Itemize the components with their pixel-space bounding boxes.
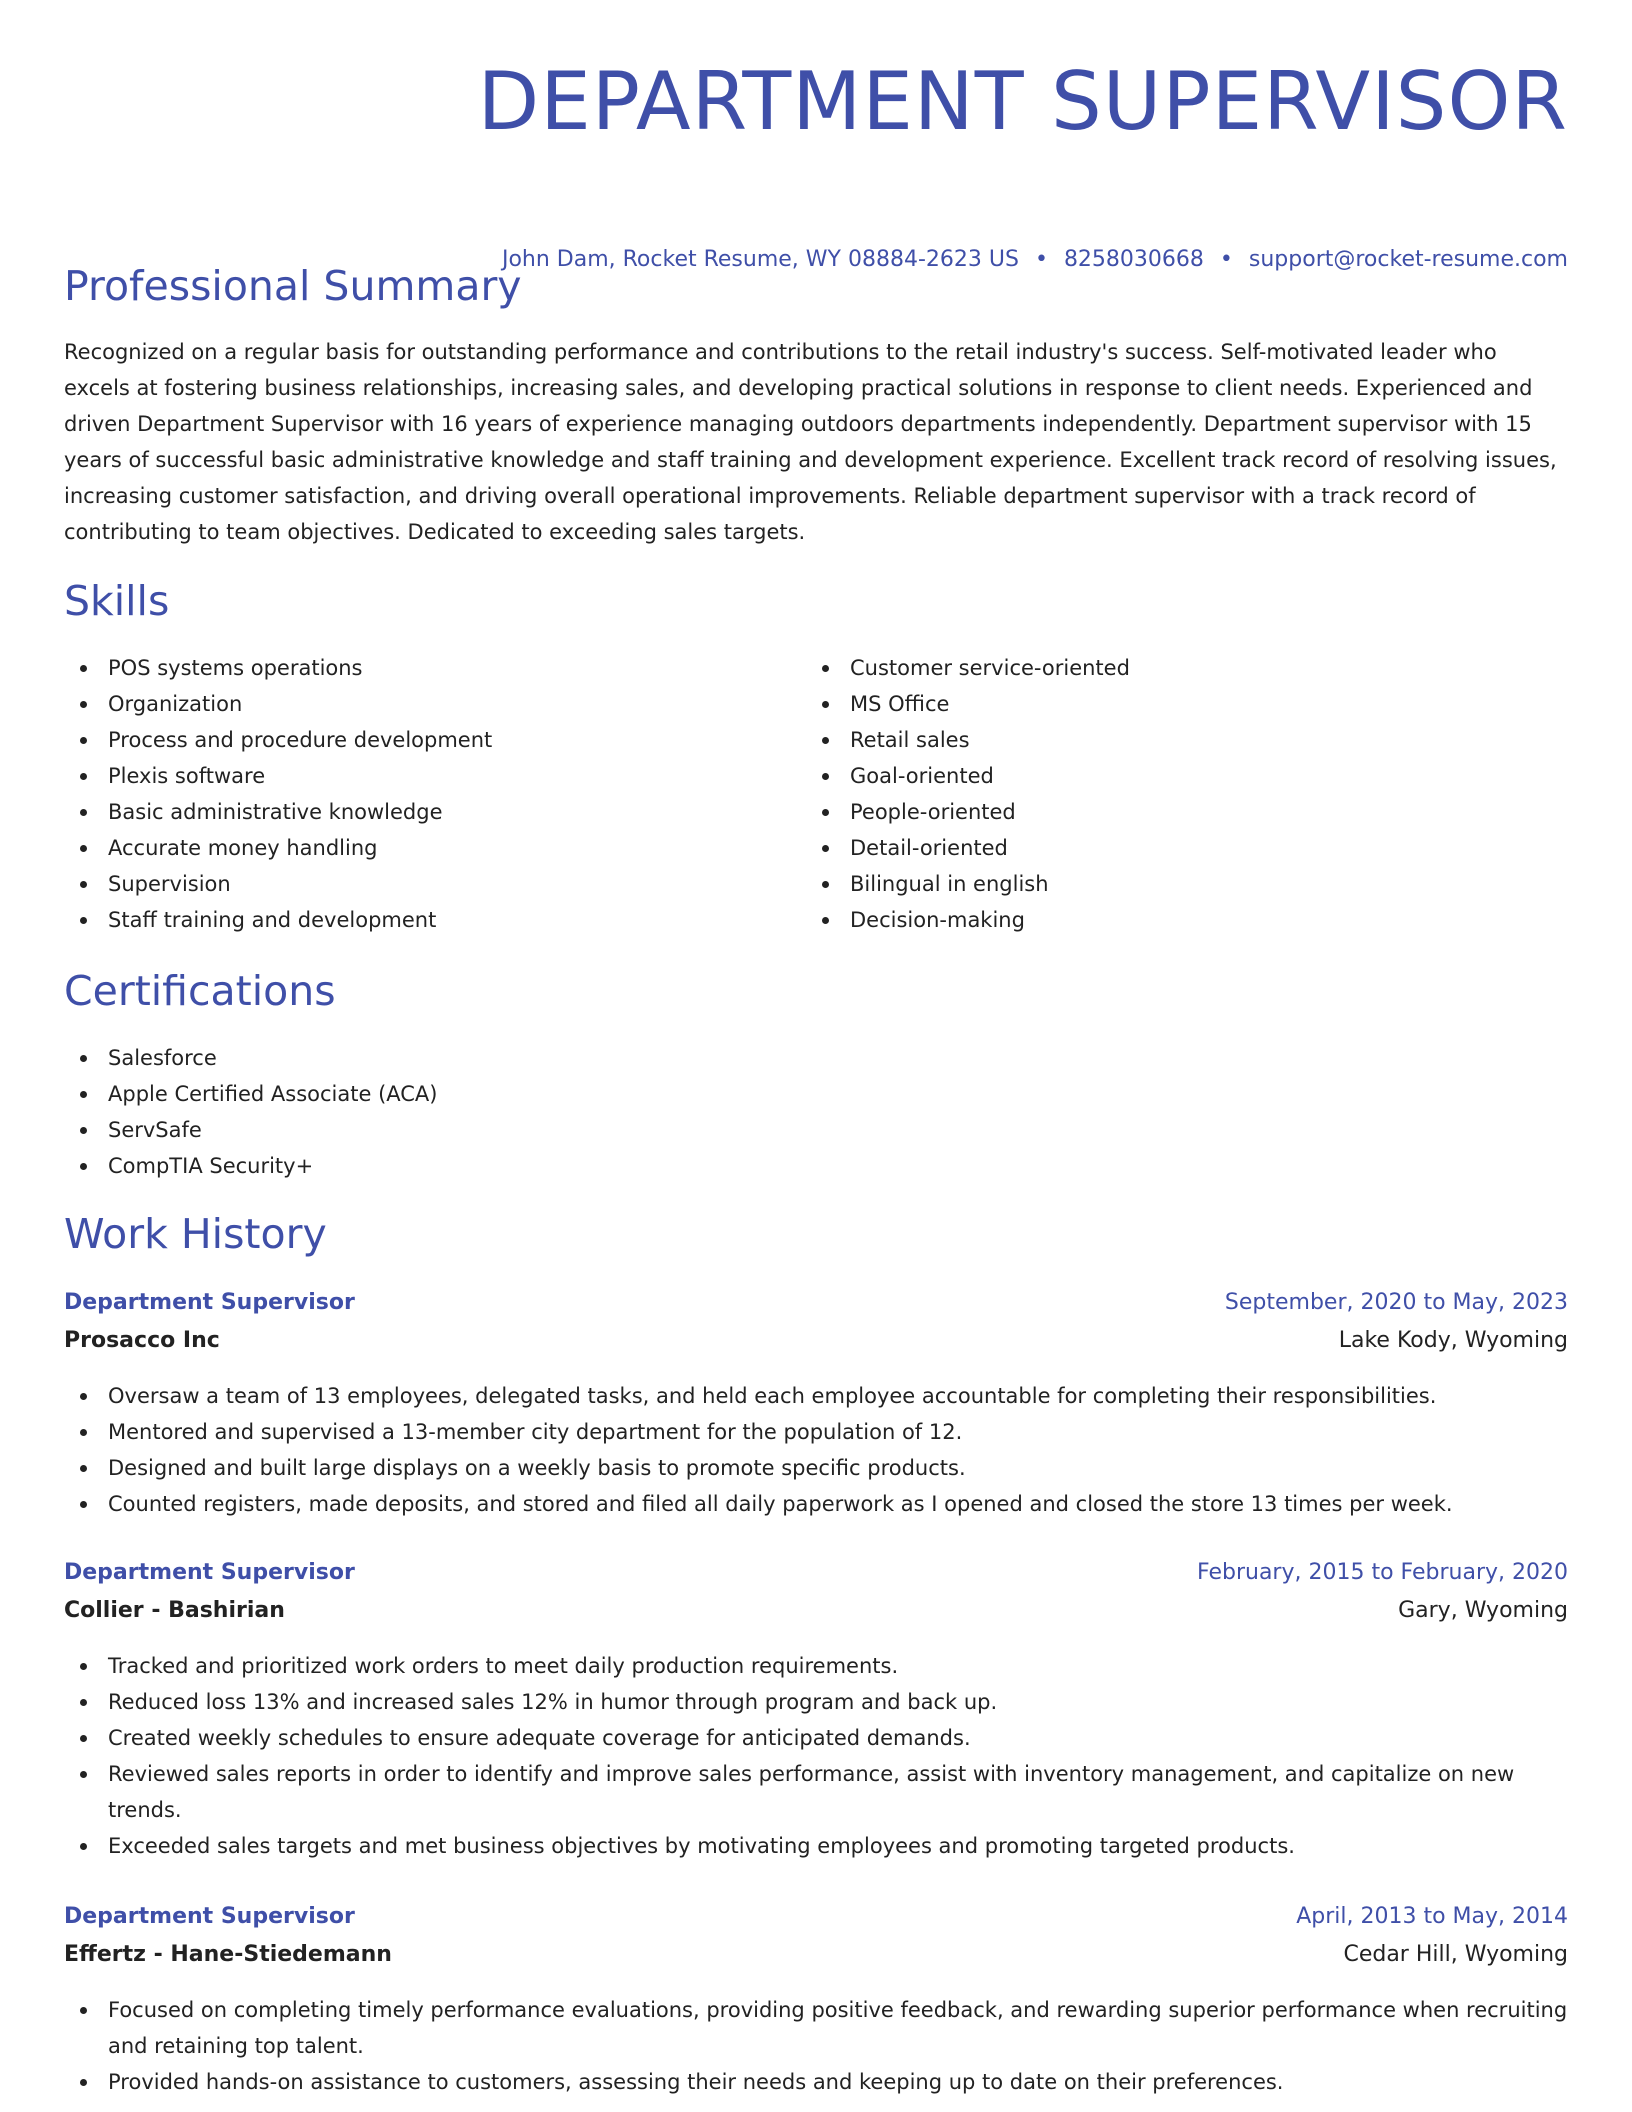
job-bullet: Focused on completing timely performance evaluations, providing positive feedback, and rewarding superior performance when recruiting and retaining top talent.	[64, 1992, 1568, 2064]
job-bullets	[64, 1378, 1568, 1522]
job-bullet: Reviewed sales reports in order to identify and improve sales performance, assist with inventory management, and capitalize on new trends.	[64, 1756, 1568, 1828]
skill-item: Organization	[64, 686, 804, 722]
skill-item: Bilingual in english	[806, 866, 1546, 902]
resume-title: DEPARTMENT SUPERVISOR	[477, 55, 1568, 148]
certifications-list	[64, 1040, 1568, 1184]
job-bullet: Designed and built large displays on a weekly basis to promote specific products.	[64, 1450, 1568, 1486]
job-title: Department Supervisor	[64, 1560, 355, 1585]
contact-line	[502, 245, 1568, 275]
certification-item: CompTIA Security+	[64, 1148, 1568, 1184]
skills-list-right	[806, 650, 1546, 938]
certification-item: ServSafe	[64, 1112, 1568, 1148]
skill-item: Staff training and development	[64, 902, 804, 938]
job-company: Collier - Bashirian	[64, 1598, 285, 1623]
summary-text: Recognized on a regular basis for outstanding performance and contributions to the retail industry's success. Self-motivated leader who excels at fostering business relationships, increasing sales, and developing practical solutions in response to client needs. Experienced and driven Department Supervisor with 16 years of experience managing outdoors departments independently. Department supervisor with 15 years of successful basic administrative knowledge and staff training and development experience. Excellent track record of resolving issues, increasing customer satisfaction, and driving overall operational improvements. Reliable department supervisor with a track record of contributing to team objectives. Dedicated to exceeding sales targets.	[64, 340, 1557, 544]
skill-item: People-oriented	[806, 794, 1546, 830]
job-dates: September, 2020 to May, 2023	[1224, 1290, 1568, 1315]
job-title: Department Supervisor	[64, 1904, 355, 1929]
job-bullets	[64, 1648, 1568, 1864]
contact-address: John Dam, Rocket Resume, WY 08884-2623 US	[501, 247, 1019, 272]
job-bullet: Oversaw a team of 13 employees, delegated tasks, and held each employee accountable for completing their responsibilities.	[64, 1378, 1568, 1414]
contact-separator: •	[1219, 247, 1233, 272]
job-bullet: Created weekly schedules to ensure adequate coverage for anticipated demands.	[64, 1720, 1568, 1756]
job-bullet: Mentored and supervised a 13-member city department for the population of 12.	[64, 1414, 1568, 1450]
certification-item: Apple Certified Associate (ACA)	[64, 1076, 1568, 1112]
job-bullet: Provided hands-on assistance to customers, assessing their needs and keeping up to date on their preferences.	[64, 2064, 1568, 2100]
job-company: Effertz - Hane-Stiedemann	[64, 1942, 392, 1967]
contact-separator: •	[1034, 247, 1048, 272]
skills-list-left	[64, 650, 804, 938]
skills-column-right	[806, 650, 1546, 938]
certification-item: Salesforce	[64, 1040, 1568, 1076]
skill-item: Decision-making	[806, 902, 1546, 938]
skill-item: Supervision	[64, 866, 804, 902]
contact-phone: 8258030668	[1063, 247, 1204, 272]
skill-item: Customer service-oriented	[806, 650, 1546, 686]
job-bullets	[64, 1992, 1568, 2100]
contact-email: support@rocket-resume.com	[1248, 247, 1568, 272]
skill-item: Accurate money handling	[64, 830, 804, 866]
skill-item: MS Office	[806, 686, 1546, 722]
job-bullet: Tracked and prioritized work orders to meet daily production requirements.	[64, 1648, 1568, 1684]
work-history-heading: Work History	[64, 1210, 327, 1258]
job-location: Lake Kody, Wyoming	[1338, 1328, 1568, 1353]
skills-heading: Skills	[64, 577, 170, 625]
skills-column-left	[64, 650, 804, 938]
skill-item: Detail-oriented	[806, 830, 1546, 866]
certifications-heading: Certifications	[64, 967, 336, 1015]
skill-item: Plexis software	[64, 758, 804, 794]
skill-item: Retail sales	[806, 722, 1546, 758]
job-dates: April, 2013 to May, 2014	[1296, 1904, 1568, 1929]
skill-item: Process and procedure development	[64, 722, 804, 758]
skill-item: Goal-oriented	[806, 758, 1546, 794]
job-title: Department Supervisor	[64, 1290, 355, 1315]
summary-heading: Professional Summary	[64, 262, 522, 310]
job-location: Gary, Wyoming	[1398, 1598, 1568, 1623]
job-dates: February, 2015 to February, 2020	[1197, 1560, 1568, 1585]
resume-page	[64, 0, 1568, 2094]
job-location: Cedar Hill, Wyoming	[1343, 1942, 1568, 1967]
job-company: Prosacco Inc	[64, 1328, 220, 1353]
job-bullet: Counted registers, made deposits, and stored and filed all daily paperwork as I opened and closed the store 13 times per week.	[64, 1486, 1568, 1522]
job-bullet: Exceeded sales targets and met business objectives by motivating employees and promoting targeted products.	[64, 1828, 1568, 1864]
skill-item: POS systems operations	[64, 650, 804, 686]
skill-item: Basic administrative knowledge	[64, 794, 804, 830]
job-bullet: Reduced loss 13% and increased sales 12% in humor through program and back up.	[64, 1684, 1568, 1720]
